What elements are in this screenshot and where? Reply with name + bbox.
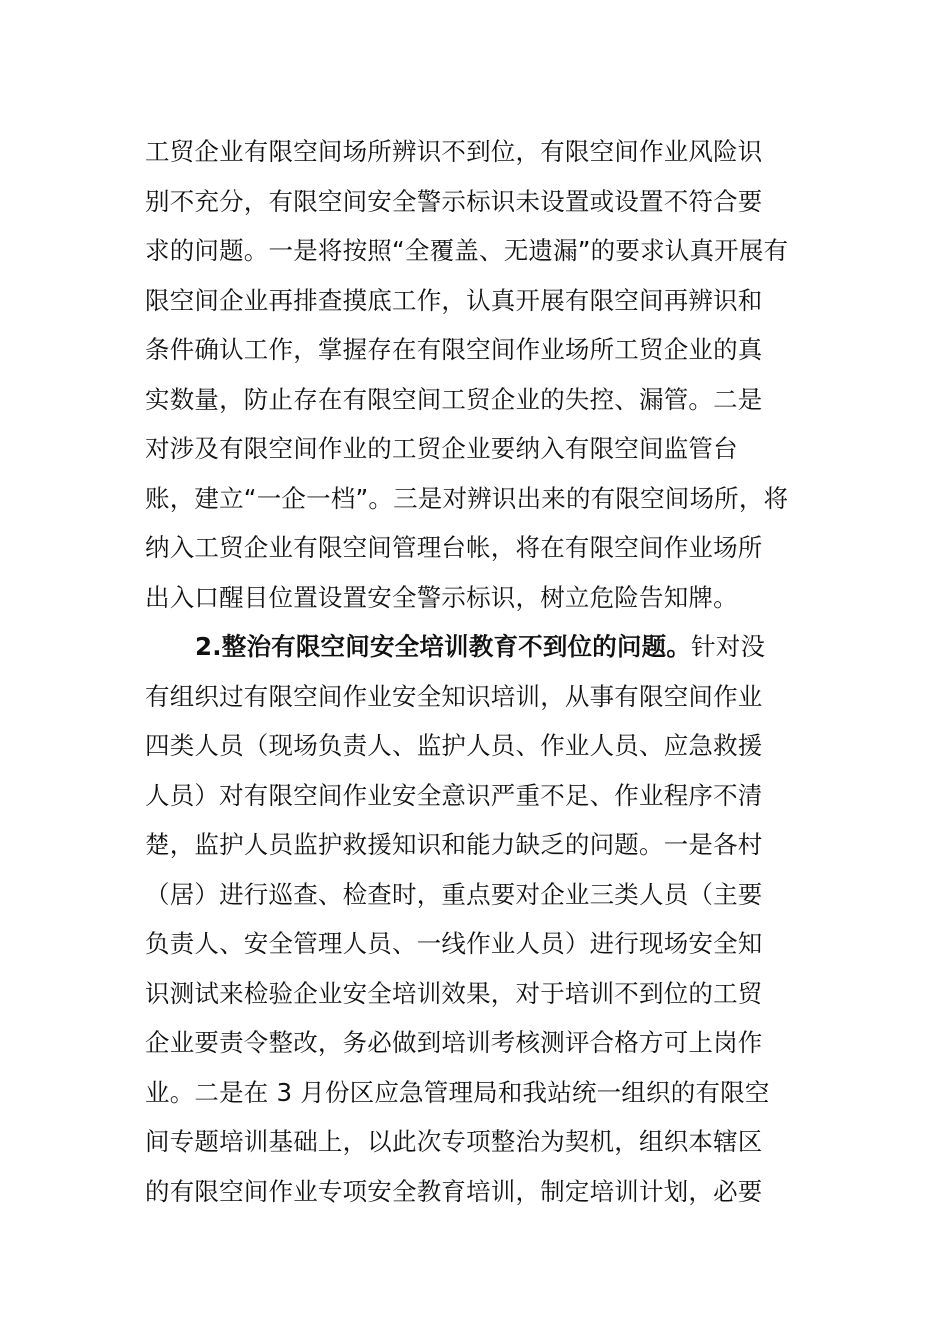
paragraph-line: 企业要责令整改，务必做到培训考核测评合格方可上岗作 xyxy=(145,1028,763,1057)
paragraph-line: 别不充分，有限空间安全警示标识未设置或设置不符合要 xyxy=(145,187,763,216)
paragraph-line: 业。二是在 3 月份区应急管理局和我站统一组织的有限空 xyxy=(145,1078,770,1107)
paragraph-line: 楚，监护人员监护救援知识和能力缺乏的问题。一是各村 xyxy=(145,830,763,859)
paragraph-line: 负责人、安全管理人员、一线作业人员）进行现场安全知 xyxy=(145,929,763,958)
paragraph-line: 限空间企业再排查摸底工作，认真开展有限空间再辨识和 xyxy=(145,286,763,315)
paragraph-line: 出入口醒目位置设置安全警示标识，树立危险告知牌。 xyxy=(145,583,738,612)
paragraph-line: 四类人员（现场负责人、监护人员、作业人员、应急救援 xyxy=(145,731,763,760)
section-2-heading: 2.整治有限空间安全培训教育不到位的问题。 xyxy=(195,632,692,661)
paragraph-line: 求的问题。一是将按照“全覆盖、无遗漏”的要求认真开展有 xyxy=(145,236,789,265)
paragraph-line: 对涉及有限空间作业的工贸企业要纳入有限空间监管台 xyxy=(145,434,738,463)
paragraph-line: 间专题培训基础上，以此次专项整治为契机，组织本辖区 xyxy=(145,1127,763,1156)
paragraph-line: （居）进行巡查、检查时，重点要对企业三类人员（主要 xyxy=(145,880,763,909)
paragraph-line: 账，建立“一企一档”。三是对辨识出来的有限空间场所，将 xyxy=(145,484,789,513)
paragraph-line: 识测试来检验企业安全培训效果，对于培训不到位的工贸 xyxy=(145,979,763,1008)
section-2-first-line xyxy=(195,622,857,672)
paragraph-line: 实数量，防止存在有限空间工贸企业的失控、漏管。二是 xyxy=(145,385,763,414)
paragraph-line: 有组织过有限空间作业安全知识培训，从事有限空间作业 xyxy=(145,682,763,711)
section-2-text-start: 针对没 xyxy=(691,632,766,661)
paragraph-line: 的有限空间作业专项安全教育培训，制定培训计划，必要 xyxy=(145,1177,763,1206)
paragraph-line: 人员）对有限空间作业安全意识严重不足、作业程序不清 xyxy=(145,781,763,810)
paragraph-line: 工贸企业有限空间场所辨识不到位，有限空间作业风险识 xyxy=(145,137,763,166)
paragraph-line: 纳入工贸企业有限空间管理台帐，将在有限空间作业场所 xyxy=(145,533,763,562)
paragraph-line: 条件确认工作，掌握存在有限空间作业场所工贸企业的真 xyxy=(145,335,763,364)
